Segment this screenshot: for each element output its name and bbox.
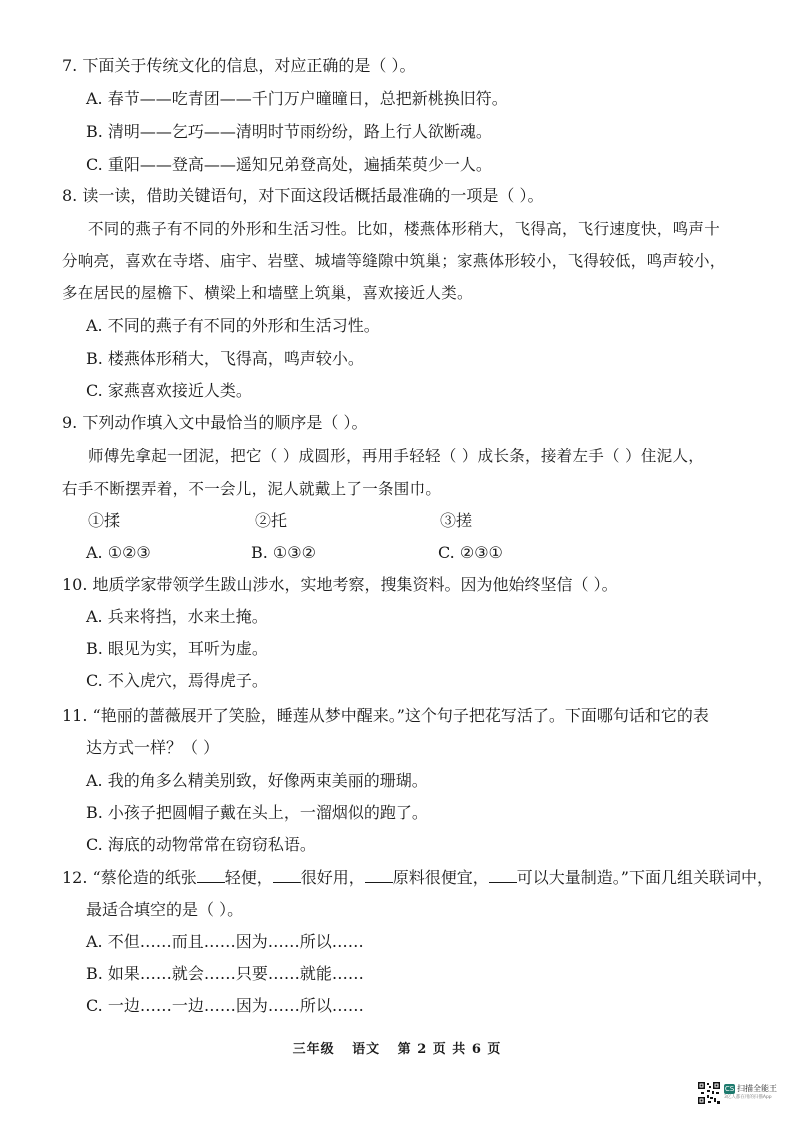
question-9-action-3: ③搓 (440, 511, 473, 530)
question-8-option-b: B. 楼燕体形稍大，飞得高，鸣声较小。 (86, 349, 364, 368)
question-8-option-c: C. 家燕喜欢接近人类。 (86, 381, 252, 400)
question-12-option-c: C. 一边……一边……因为……所以…… (86, 996, 364, 1015)
question-8-stem: 8. 读一读，借助关键语句，对下面这段话概括最准确的一项是（ ）。 (62, 186, 544, 205)
question-7-option-c: C. 重阳——登高——遥知兄弟登高处，遍插茱萸少一人。 (86, 155, 492, 174)
question-8-option-a: A. 不同的燕子有不同的外形和生活习性。 (86, 316, 380, 335)
scanner-watermark (724, 1084, 784, 1104)
fill-blank (197, 868, 225, 883)
question-9-stem: 9. 下列动作填入文中最恰当的顺序是（ ）。 (62, 413, 368, 432)
question-11-stem-line-2: 达方式一样？（ ） (86, 738, 220, 757)
question-9-action-2: ②托 (255, 511, 288, 530)
question-12-stem-line-1 (62, 867, 773, 889)
question-11-option-b: B. 小孩子把圆帽子戴在头上，一溜烟似的跑了。 (86, 803, 428, 822)
watermark-subtitle: 3亿人都在用的扫描App (724, 1095, 772, 1100)
question-12-stem-part: 轻便， (224, 868, 273, 887)
question-9-action-1: ①揉 (88, 511, 121, 530)
scanner-logo-icon: CS (724, 1085, 735, 1093)
question-10-option-b: B. 眼见为实，耳听为虚。 (86, 639, 268, 658)
question-11-stem-line-1: 11. “艳丽的蔷薇展开了笑脸，睡莲从梦中醒来。”这个句子把花写活了。下面哪句话和它的表 (62, 706, 709, 725)
footer-grade: 三年级 (292, 1042, 335, 1057)
question-7-option-b: B. 清明——乞巧——清明时节雨纷纷，路上行人欲断魂。 (86, 122, 492, 141)
question-12-option-b: B. 如果……就会……只要……就能…… (86, 964, 364, 983)
question-12-stem-part: 很好用， (300, 868, 365, 887)
question-11-option-c: C. 海底的动物常常在窃窃私语。 (86, 835, 316, 854)
fill-blank (365, 868, 393, 883)
question-10-stem: 10. 地质学家带领学生跋山涉水，实地考察，搜集资料。因为他始终坚信（ ）。 (62, 575, 618, 594)
question-8-passage-line: 不同的燕子有不同的外形和生活习性。比如，楼燕体形稍大，飞得高，飞行速度快，鸣声十 (88, 220, 721, 238)
question-9-option-a: A. ①②③ (86, 543, 151, 562)
question-9-passage-line: 师傅先拿起一团泥，把它（ ）成圆形，再用手轻轻（ ）成长条，接着左手（ ）住泥人， (88, 447, 705, 465)
question-9-option-b: B. ①③② (251, 543, 316, 562)
fill-blank (273, 868, 301, 883)
footer-subject: 语文 (352, 1042, 381, 1057)
question-7-option-a: A. 春节——吃青团——千门万户曈曈日，总把新桃换旧符。 (86, 89, 508, 108)
question-12-stem-part: 可以大量制造。”下面几组关联词中， (516, 868, 773, 887)
question-10-option-c: C. 不入虎穴，焉得虎子。 (86, 671, 268, 690)
question-9-option-c: C. ②③① (438, 543, 503, 562)
question-12-stem-part: 原料很便宜， (392, 868, 489, 887)
question-7-stem: 7. 下面关于传统文化的信息，对应正确的是（ ）。 (62, 56, 416, 75)
question-12-stem-part: 12. “蔡伦造的纸张 (62, 868, 197, 887)
question-12-option-a: A. 不但……而且……因为……所以…… (86, 932, 364, 951)
fill-blank (489, 868, 517, 883)
question-11-option-a: A. 我的角多么精美别致，好像两束美丽的珊瑚。 (86, 771, 428, 790)
page-footer (0, 1038, 794, 1057)
qr-code-icon (697, 1081, 721, 1105)
question-8-passage-line: 分响亮，喜欢在寺塔、庙宇、岩壁、城墙等缝隙中筑巢；家燕体形较小，飞得较低，鸣声较小， (62, 252, 726, 270)
question-8-passage-line: 多在居民的屋檐下、横梁上和墙壁上筑巢，喜欢接近人类。 (62, 284, 473, 302)
question-10-option-a: A. 兵来将挡，水来土掩。 (86, 607, 268, 626)
footer-page-number: 第 2 页 共 6 页 (397, 1042, 502, 1057)
watermark-title: 扫描全能王 (737, 1084, 777, 1093)
question-12-stem-line-2: 最适合填空的是（ ）。 (86, 900, 244, 919)
question-9-passage-line: 右手不断摆弄着，不一会儿，泥人就戴上了一条围巾。 (62, 480, 442, 498)
